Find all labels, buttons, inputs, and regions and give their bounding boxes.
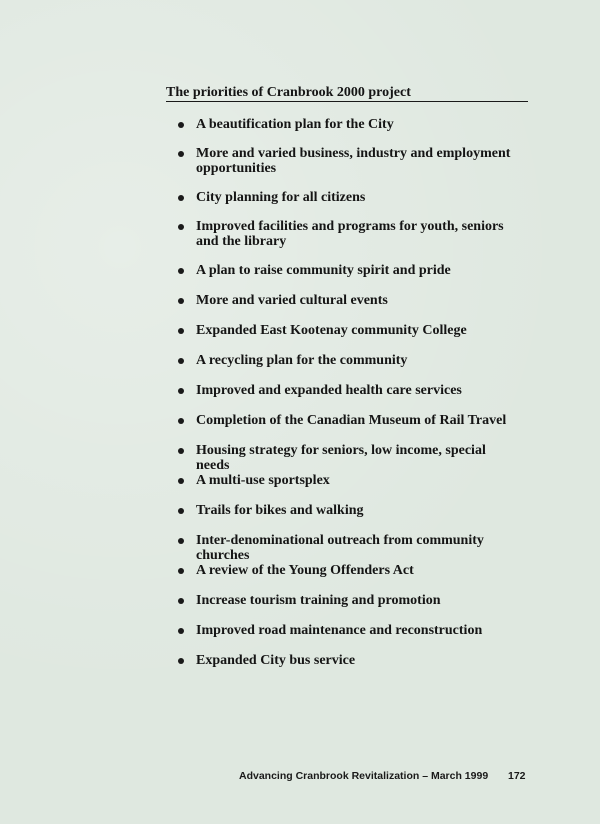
list-item-text: A multi-use sportsplex bbox=[196, 473, 330, 488]
bullet-icon bbox=[178, 568, 184, 574]
bullet-icon bbox=[178, 508, 184, 514]
list-item-text: Housing strategy for seniors, low income, special needs bbox=[196, 443, 486, 473]
bullet-icon bbox=[178, 224, 184, 230]
list-item bbox=[178, 146, 518, 176]
list-item bbox=[178, 117, 518, 132]
bullet-icon bbox=[178, 478, 184, 484]
footer-text: Advancing Cranbrook Revitalization – March 1999 bbox=[239, 770, 489, 782]
list-item-text: Trails for bikes and walking bbox=[196, 503, 364, 518]
list-item bbox=[178, 533, 518, 563]
list-item-text: A review of the Young Offenders Act bbox=[196, 563, 414, 578]
list-item bbox=[178, 563, 518, 578]
list-item bbox=[178, 443, 518, 473]
list-item-text: A beautification plan for the City bbox=[196, 117, 394, 132]
list-item-text: Expanded East Kootenay community College bbox=[196, 323, 467, 338]
list-item bbox=[178, 190, 518, 205]
bullet-icon bbox=[178, 418, 184, 424]
list-item-text: Increase tourism training and promotion bbox=[196, 593, 441, 608]
list-item-text: Improved and expanded health care services bbox=[196, 383, 462, 398]
list-item-text: City planning for all citizens bbox=[196, 190, 366, 205]
list-item bbox=[178, 473, 518, 488]
page-title: The priorities of Cranbrook 2000 project bbox=[166, 85, 411, 100]
list-item bbox=[178, 219, 518, 249]
bullet-icon bbox=[178, 388, 184, 394]
bullet-icon bbox=[178, 195, 184, 201]
list-item-text: Improved road maintenance and reconstruction bbox=[196, 623, 483, 638]
list-item-text: Inter-denominational outreach from community churches bbox=[196, 533, 484, 563]
list-item bbox=[178, 263, 518, 278]
list-item-text: Completion of the Canadian Museum of Rail Travel bbox=[196, 413, 507, 428]
list-item bbox=[178, 593, 518, 608]
title-underline bbox=[166, 101, 528, 102]
list-item bbox=[178, 623, 518, 638]
bullet-icon bbox=[178, 298, 184, 304]
list-item-text: More and varied cultural events bbox=[196, 293, 388, 308]
bullet-icon bbox=[178, 122, 184, 128]
list-item-text: Improved facilities and programs for youth, seniors and the library bbox=[196, 219, 504, 249]
list-item bbox=[178, 653, 518, 668]
bullet-icon bbox=[178, 598, 184, 604]
bullet-icon bbox=[178, 448, 184, 454]
list-item bbox=[178, 383, 518, 398]
bullet-icon bbox=[178, 628, 184, 634]
list-item bbox=[178, 353, 518, 368]
bullet-icon bbox=[178, 658, 184, 664]
list-item bbox=[178, 413, 518, 428]
bullet-icon bbox=[178, 358, 184, 364]
list-item bbox=[178, 503, 518, 518]
bullet-icon bbox=[178, 268, 184, 274]
bullet-icon bbox=[178, 538, 184, 544]
list-item-text: A recycling plan for the community bbox=[196, 353, 408, 368]
page-number: 172 bbox=[508, 770, 526, 782]
list-item-text: A plan to raise community spirit and pride bbox=[196, 263, 451, 278]
list-item bbox=[178, 293, 518, 308]
list-item-text: Expanded City bus service bbox=[196, 653, 356, 668]
list-item-text: More and varied business, industry and employment opportunities bbox=[196, 146, 511, 176]
list-item bbox=[178, 323, 518, 338]
bullet-icon bbox=[178, 328, 184, 334]
bullet-icon bbox=[178, 151, 184, 157]
